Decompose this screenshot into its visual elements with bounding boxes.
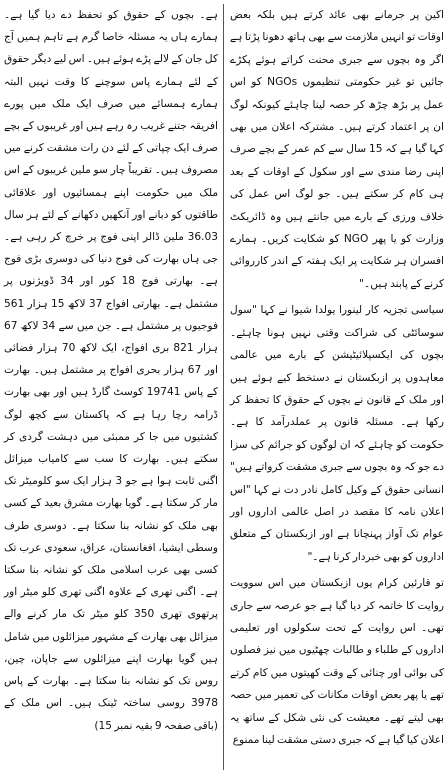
- column-left-paragraph-1: ہے۔ بچوں کے حقوق کو تحفظ دے دیا گیا ہے۔ ہمارے ہاں یہ مسئلہ خاصا گرم ہے تاہم ہمیں آج کل جان کے لالے پڑے ہوئے ہیں۔ اس لیے دیگر حقوق کے لئے ہمارے پاس سوچنے کا وقت نہیں البتہ ہمارے ہمسائے میں صرف ایک ملک میں پورے افریقہ جتنے غریب رہ رہے ہیں اور غریبوں کے بچے صرف ایک چپاتی کے لئے دن رات مشقت کرنے میں مصروف ہیں۔ تقریباً چار سو ملین غریبوں کے اس ملک میں حکومت اپنے ہمسائیوں اور علاقائی طاقتوں کو دبانے اور آنکھیں دکھانے کے لئے ہر سال 36.03 ملین ڈالر اپنی فوج پر خرچ کر رہی ہے۔ جی ہاں بھارت کی فوج دنیا کی دوسری بڑی فوج ہے۔ بھارتی فوج 18 کور اور 34 ڈویژنوں پر مشتمل ہے۔ بھارتی افواج 37 لاکھ 15 ہزار 561 فوجیوں پر مشتمل ہے۔ جن میں سے 34 لاکھ 67 ہزار 821 بری افواج، ایک لاکھ 70 ہزار فضائی اور 67 ہزار بحری افواج پر مشتمل ہیں۔ بھارت کے پاس 19741 کوسٹ گارڈ ہیں اور بھی بھارت ڈرامہ رچا رہا ہے کہ پاکستان سے کچھ لوگ کشتیوں میں جا کر ممبئی میں دہشت گردی کر سکتے ہیں۔ بھارت کا سب سے کامیاب میزائل اگنی ثابت ہوا ہے جو 3 ہزار ایک سو کلومیٹر تک مار کر سکتا ہے۔ گویا بھارت مشرق بعید کے کسی بھی ملک کو نشانہ بنا سکتا ہے۔ دوسری طرف وسطی ایشیا، افغانستان، عراق، سعودی عرب تک کسی بھی عرب اسلامی ملک کو نشانہ بنا سکتا ہے۔ اگنی تھری کے علاوہ اگنی تھری کلو میٹر اور پرتھوی تھری 350 کلو میٹر تک مار کرنے والے میزائل بھی بھارت کے مشہور میزائلوں میں شامل ہیں گویا بھارت اپنے میزائلوں سے جاپان، چین، روس تک کو نشانہ بنا سکتا ہے۔ بھارت کے پاس 3978 روسی ساختہ ٹینک ہیں۔ اس ملک کے (باقی صفحہ 9 بقیہ نمبر 15): [3, 9, 219, 732]
- column-divider: [223, 4, 224, 770]
- column-right-paragraph-2: سیاسی تجزیہ کار لینورا یولدا شیوا نے کہا "سول سوسائٹی کی شراکت وقتی نہیں ہونا چاہئے۔ بچوں کی ایکسپلائیٹیشن کے بارے میں عالمی معاہدوں پر ازبکستان نے دستخط کیے ہوئے ہیں اور ملک کے قانون نے بچوں کے حقوق کا تحفظ کر رکھا ہے۔ مسئلہ قانون پر عملدرآمد کا ہے۔ حکومت کو چاہئے کہ ان لوگوں کو جرائم کی سزا دے جو کہ وہ بچوں سے جبری مشقت کرواتے ہیں" انسانی حقوق کے وکیل کامل نادر دت نے کہا "اس اعلان نامہ کا مقصد در اصل عالمی اداروں اور عوام تک آواز پہنچانا ہے اور ازبکستان کے متعلق اداروں کو بھی خبردار کرنا ہے۔": [230, 304, 444, 563]
- column-right-paragraph-1: اکین پر جرمانے بھی عائد کرتے ہیں بلکہ بعض اوقات تو انہیں ملازمت سے بھی ہاتھ دھونا پڑتا ہے اگر وہ بچوں سے جبری محنت کراتے ہوئے پکڑے جائیں تو غیر حکومتی تنظیموں NGOs کو اس عمل پر بڑھ چڑھ کر حصہ لینا چاہئے کیونکہ لوگ ان پر اعتماد کرتے ہیں۔ مشترکہ اعلان میں بھی کہا گیا ہے کہ 15 سال سے کم عمر کے بچے صرف اپنی رضا مندی سے اور سکول کے اوقات کے بعد ہی کام کر سکتے ہیں۔ جو لوگ اس عمل کی خلاف ورزی کے بارے میں جانتے ہیں وہ ڈائریکٹ وزارت کو یا پھر NGO کو شکایت کریں۔ ہمارے افسران ہر شکایت پر ایک ہفتہ کے اندر کارروائی کرنے کے پابند ہیں۔": [230, 9, 444, 290]
- column-right-paragraph-3: تو قارئین کرام یوں ازبکستان میں اس سوویت روایت کا خاتمہ کر دیا گیا ہے جو عرصہ سے جاری تھی۔ اس روایت کے تحت سکولوں اور تعلیمی اداروں کے طلباء و طالبات چھٹیوں میں نیز فصلوں کی بوائی اور چنائی کے وقت کھیتوں میں کام کرتے تھے یا پھر بعض اوقات مکانات کی تعمیر میں حصہ بھی لیتے تھے۔ معیشت کی نئی شکل کے ساتھ یہ اعلان کیا گیا ہے کہ جبری دستی مشقت لینا ممنوع: [230, 577, 444, 746]
- column-left: [4, 4, 218, 737]
- column-right: [230, 4, 444, 751]
